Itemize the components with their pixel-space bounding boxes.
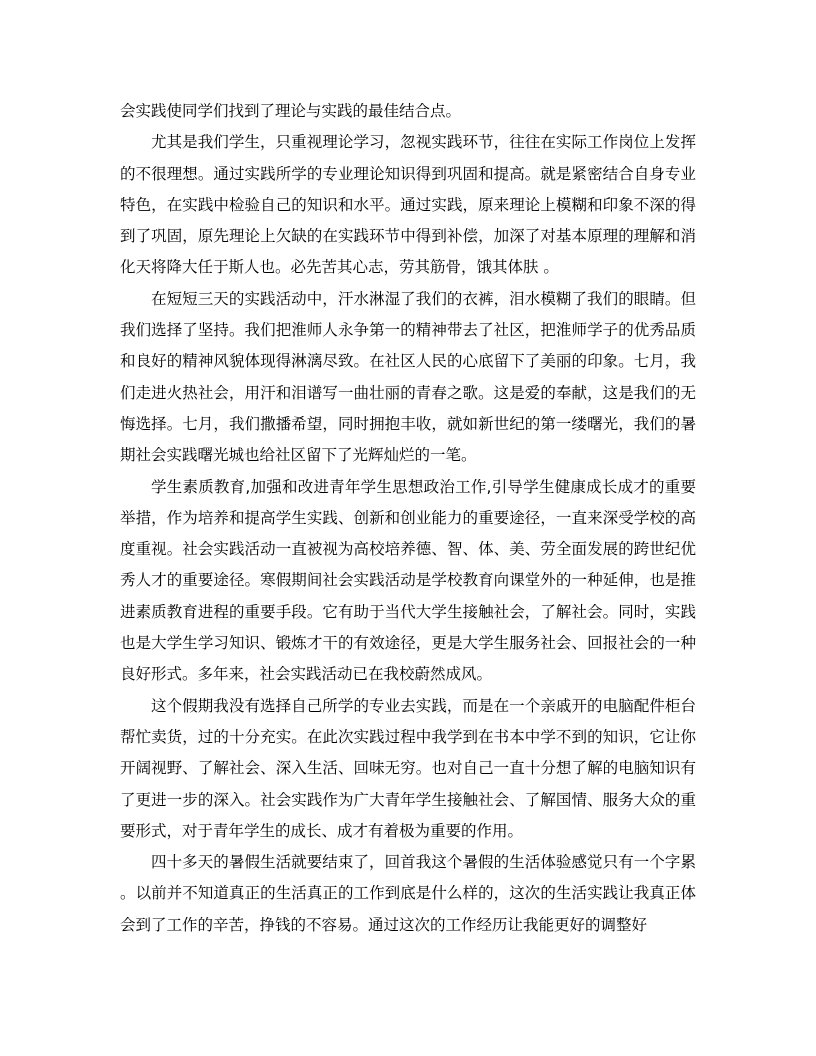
paragraph-5: 这个假期我没有选择自己所学的专业去实践，而是在一个亲戚开的电脑配件柜台帮忙卖货，过的十分充实。在此次实践过程中我学到在书本中学不到的知识，它让你开阔视野、了解社会、深入生活、回味无穷。也对自己一直十分想了解的电脑知识有了更进一步的深入。社会实践作为广大青年学生接触社会、了解国情、服务大众的重要形式，对于青年学生的成长、成才有着极为重要的作用。 (120, 696, 696, 840)
paragraph-2: 尤其是我们学生，只重视理论学习，忽视实践环节，往往在实际工作岗位上发挥的不很理想。通过实践所学的专业理论知识得到巩固和提高。就是紧密结合自身专业特色，在实践中检验自己的知识和水平。通过实践，原来理论上模糊和印象不深的得到了巩固，原先理论上欠缺的在实践环节中得到补偿，加深了对基本原理的理解和消化天将降大任于斯人也。必先苦其心志，劳其筋骨，饿其体肤 。 (120, 133, 696, 277)
paragraph-4: 学生素质教育,加强和改进青年学生思想政治工作,引导学生健康成长成才的重要举措，作为培养和提高学生实践、创新和创业能力的重要途径，一直来深受学校的高度重视。社会实践活动一直被视为高校培养德、智、体、美、劳全面发展的跨世纪优秀人才的重要途径。寒假期间社会实践活动是学校教育向课堂外的一种延伸，也是推进素质教育进程的重要手段。它有助于当代大学生接触社会，了解社会。同时，实践也是大学生学习知识、锻炼才干的有效途径，更是大学生服务社会、回报社会的一种良好形式。多年来，社会实践活动已在我校蔚然成风。 (120, 477, 696, 684)
paragraph-1: 会实践使同学们找到了理论与实践的最佳结合点。 (120, 102, 462, 120)
paragraph-3: 在短短三天的实践活动中，汗水淋湿了我们的衣裤，泪水模糊了我们的眼睛。但我们选择了坚持。我们把淮师人永争第一的精神带去了社区，把淮师学子的优秀品质和良好的精神风貌体现得淋漓尽致。在社区人民的心底留下了美丽的印象。七月，我们走进火热社会，用汗和泪谱写一曲壮丽的青春之歌。这是爱的奉献，这是我们的无悔选择。七月，我们撒播希望，同时拥抱丰收，就如新世纪的第一缕曙光，我们的暑期社会实践曙光城也给社区留下了光辉灿烂的一笔。 (120, 289, 696, 465)
paragraph-6: 四十多天的暑假生活就要结束了，回首我这个暑假的生活体验感觉只有一个字累 。以前并不知道真正的生活真正的工作到底是什么样的，这次的生活实践让我真正体会到了工作的辛苦，挣钱的不容易。通过这次的工作经历让我能更好的调整好 (120, 853, 696, 934)
document-body (120, 96, 696, 941)
